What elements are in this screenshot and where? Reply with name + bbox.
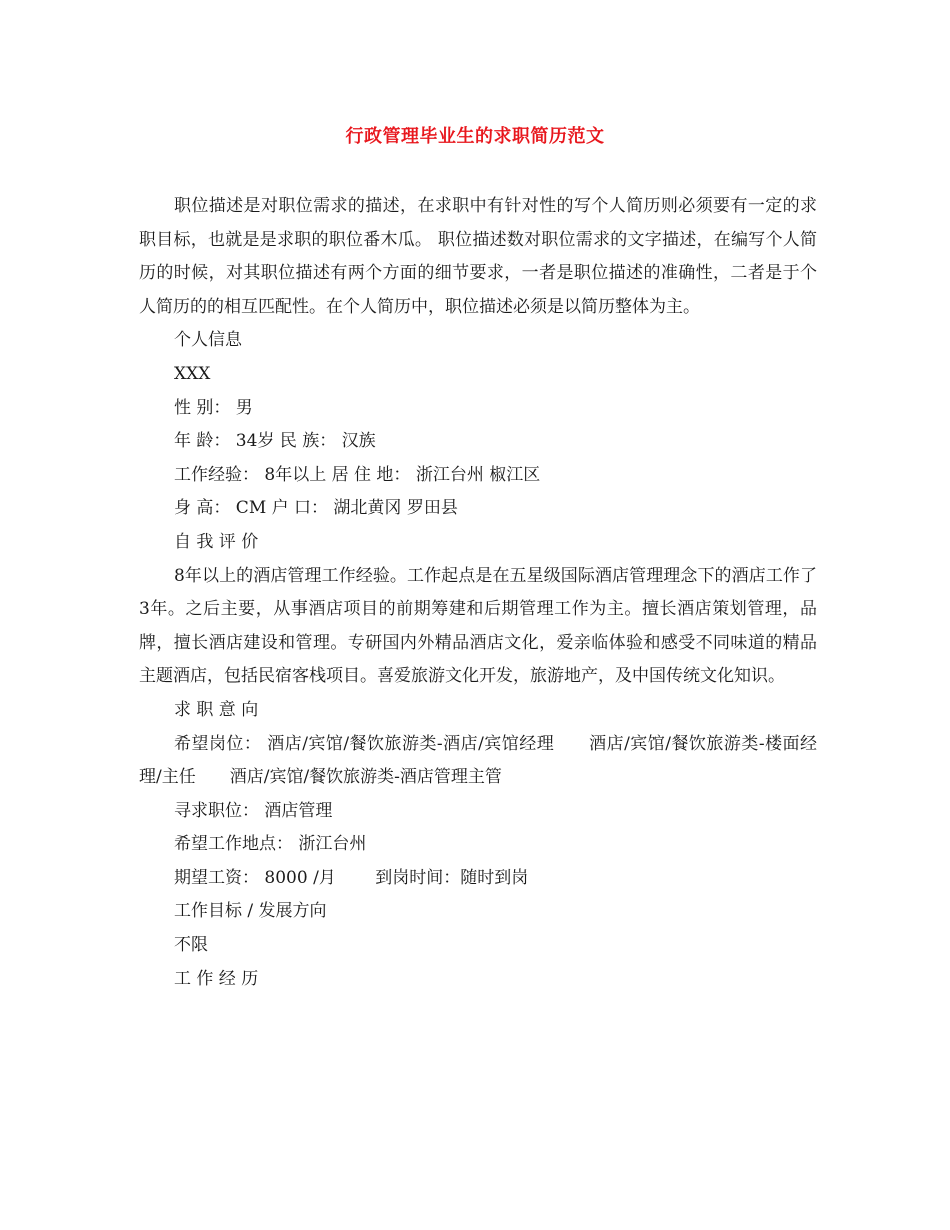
experience-residence-line: 工作经验： 8年以上 居 住 地： 浙江台州 椒江区 — [174, 464, 541, 485]
self-evaluation-heading: 自 我 评 价 — [174, 531, 259, 552]
gender-line: 性 别： 男 — [174, 397, 253, 418]
intro-paragraph: 职位描述是对职位需求的描述，在求职中有针对性的写个人简历则必须要有一定的求职目标，也就是是求职的职位番木瓜。 职位描述数对职位需求的文字描述，在编写个人简历的时候，对其职位描述有两个方面的细节要求，一者是职位描述的准确性，二者是于个人简历的的相互匹配性。在个人简历中，职位描述必须是以简历整体为主。 — [139, 196, 817, 317]
desired-location-line: 希望工作地点： 浙江台州 — [174, 834, 367, 855]
desired-positions-paragraph: 希望岗位： 酒店/宾馆/餐饮旅游类-酒店/宾馆经理 酒店/宾馆/餐饮旅游类-楼面经理/主任 酒店/宾馆/餐饮旅游类-酒店管理主管 — [139, 733, 817, 788]
document-body — [139, 190, 817, 996]
age-ethnicity-line: 年 龄： 34岁 民 族： 汉族 — [174, 431, 376, 452]
height-hukou-line: 身 高： CM 户 口： 湖北黄冈 罗田县 — [174, 498, 458, 519]
work-goal-heading: 工作目标 / 发展方向 — [174, 901, 327, 922]
work-goal-value: 不限 — [174, 935, 208, 956]
self-evaluation-paragraph: 8年以上的酒店管理工作经验。工作起点是在五星级国际酒店管理理念下的酒店工作了3年。之后主要，从事酒店项目的前期筹建和后期管理工作为主。擅长酒店策划管理，品牌，擅长酒店建设和管理。专研国内外精品酒店文化，爱亲临体验和感受不同味道的精品主题酒店，包括民宿客栈项目。喜爱旅游文化开发，旅游地产，及中国传统文化知识。 — [139, 565, 817, 687]
work-history-heading: 工 作 经 历 — [174, 968, 259, 989]
personal-info-heading: 个人信息 — [174, 330, 242, 351]
job-intent-heading: 求 职 意 向 — [174, 699, 259, 720]
seeking-position-line: 寻求职位： 酒店管理 — [174, 800, 333, 821]
salary-availability-line: 期望工资： 8000 /月 到岗时间：随时到岗 — [174, 867, 529, 888]
name-line: XXX — [174, 363, 211, 384]
document-title: 行政管理毕业生的求职简历范文 — [345, 126, 605, 147]
